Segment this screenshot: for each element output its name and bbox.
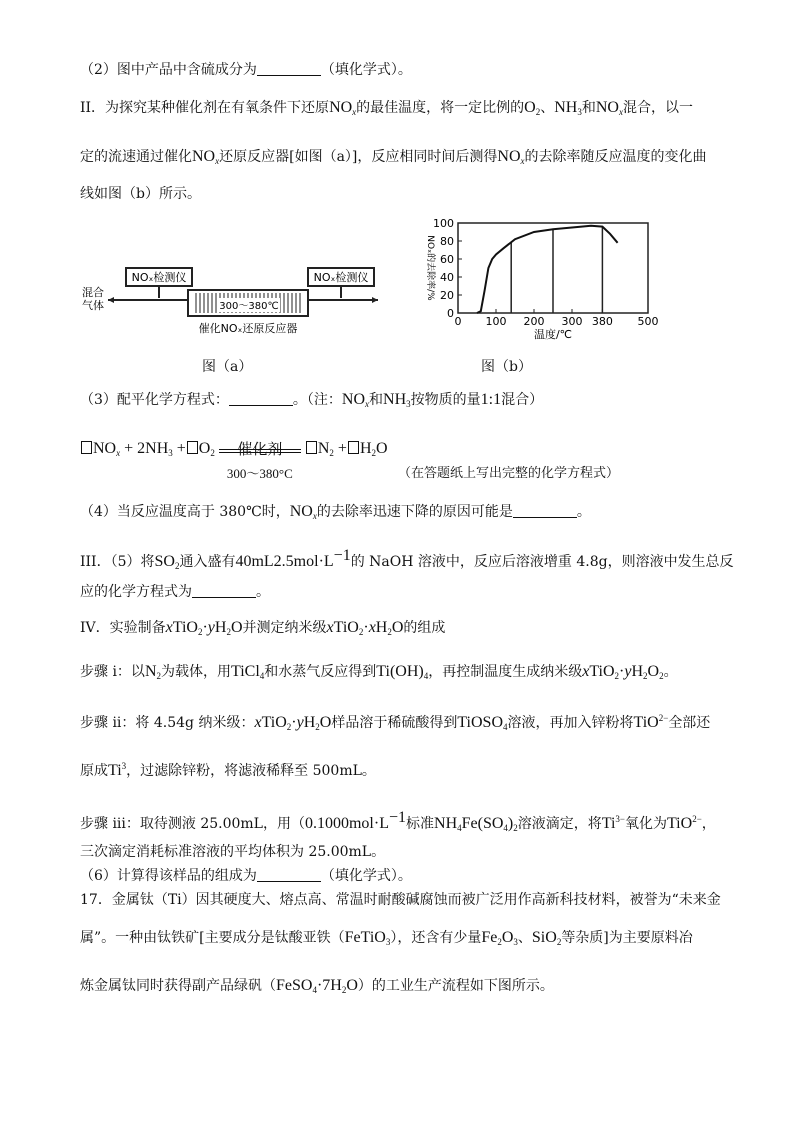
- partIII-line2: 应的化学方程式为 。: [80, 584, 270, 600]
- q17-line3: 炼金属钛同时获得副产品绿矾$(FeSO_4\cdot 7H_2O)$的工业生产流程如下图所示。: [80, 977, 554, 995]
- step1-line: 步骤 i：以$N_2$为载体，用TiCl$_4$和水蒸气反应得到$Ti(OH)_4$，再控制温度生成纳米级$xTiO_2\cdot yH_2O_2$。: [80, 663, 678, 681]
- q17-line2: 属”。一种由钛铁矿[主要成分是钛酸亚铁（FeTiO$_3$），还含有少量$Fe_2O_3$、SiO$_2$等杂质]为主要原料冶: [80, 929, 693, 947]
- x-tick-label: 500: [637, 315, 659, 328]
- nox-detector-left-label: NOₓ检测仪: [131, 271, 187, 284]
- formula-nox: $NO_x$: [329, 99, 357, 117]
- x-axis-label: 温度/℃: [533, 328, 573, 340]
- x-tick-label: 380: [591, 315, 613, 328]
- q4-line: （4）当反应温度高于 380℃时，$NO_x$的去除率迅速下降的原因可能是 。: [80, 503, 591, 521]
- formula-nh3: $NH_3$: [554, 99, 582, 117]
- step2-line2: 原成Ti$^3$，过滤除锌粉，将滤液稀释至 500mL。: [80, 761, 376, 779]
- y-tick-label: 60: [440, 253, 454, 266]
- reaction-condition: 催化剂 300～380°C: [219, 429, 301, 469]
- figure-a-caption: 图（a）: [202, 359, 253, 375]
- removal-rate-curve: [477, 226, 618, 313]
- formula-o2: $O_2$: [524, 99, 541, 117]
- svg-text:气体: 气体: [82, 299, 104, 312]
- q2-line: （2）图中产品中含硫成分为 （填化学式）。: [80, 62, 412, 78]
- x-tick-label: 300: [561, 315, 583, 328]
- partIV-line: IV．实验制备$xTiO_2\cdot yH_2O$并测定纳米级$xTiO_2\cdot xH_2O$的组成: [80, 619, 446, 637]
- reactor-temp-label: 300～380℃: [219, 301, 279, 312]
- y-tick-label: 40: [440, 271, 454, 284]
- y-tick-label: 0: [447, 307, 454, 320]
- coef-box: [81, 441, 92, 454]
- partII-line1: II．为探究某种催化剂在有氧条件下还原$NO_x$的最佳温度，将一定比例的$O_2$、$NH_3$和$NO_x$混合，以一: [80, 99, 693, 117]
- answer-blank: [257, 869, 321, 882]
- partIII-line1: III．（5）将$SO_2$通入盛有$40mL2.5mol\cdot L^{-1}$的 NaOH 溶液中，反应后溶液增重 4.8g，则溶液中发生总反: [80, 547, 734, 571]
- figure-b-caption: 图（b）: [481, 359, 532, 375]
- y-tick-label: 20: [440, 289, 454, 302]
- equation: $NO_x + 2NH_3 + O_2$ 催化剂 300～380°C $N_2 + H_2O$: [80, 428, 388, 470]
- q3-line: （3）配平化学方程式： 。（注：$NO_x$和$NH_3$按物质的量1:1混合）: [80, 391, 544, 409]
- inlet-label: 混合: [82, 286, 104, 299]
- coef-box: [187, 441, 198, 454]
- formula-nox: $NO_x$: [595, 99, 623, 117]
- answer-blank: [513, 505, 577, 518]
- figure-a-reactor-diagram: [78, 260, 408, 340]
- y-tick-label: 100: [433, 217, 454, 230]
- reactor-label: 催化NOₓ还原反应器: [198, 322, 298, 335]
- step2-line1: 步骤 ii：将 4.54g 纳米级：$xTiO_2\cdot yH_2O$样品溶于稀硫酸得到TiOSO$_4$溶液，再加入锌粉将TiO$^{2-}$全部还: [80, 713, 711, 732]
- step3-line2: 三次滴定消耗标准溶液的平均体积为 25.00mL。: [80, 844, 386, 860]
- equation-note: （在答题纸上写出完整的化学方程式）: [398, 466, 620, 481]
- answer-blank: [257, 63, 321, 76]
- answer-blank: [192, 585, 256, 598]
- x-tick-label: 100: [485, 315, 507, 328]
- coef-box: [306, 441, 317, 454]
- q6-line: （6）计算得该样品的组成为 （填化学式）。: [80, 868, 412, 884]
- figure-b-chart: [410, 215, 670, 340]
- x-tick-label: 200: [523, 315, 545, 328]
- partII-line3: 线如图（b）所示。: [80, 186, 201, 202]
- x-tick-label: 0: [454, 315, 462, 328]
- nox-detector-right-label: NOₓ检测仪: [313, 271, 369, 284]
- formula-nox: $NO_x$: [497, 148, 525, 166]
- y-axis-label: NOₓ的去除率/%: [425, 235, 435, 301]
- q17-line1: 17．金属钛（Ti）因其硬度大、熔点高、常温时耐酸碱腐蚀而被广泛用作高新科技材料，被誉为“未来金: [80, 892, 721, 908]
- step3-line1: 步骤 iii：取待测液 25.00mL，用（$0.1000mol\cdot L^{-1}$标准$NH_4Fe(SO_4)_2$溶液滴定，将$Ti^{3-}$氧化为TiO$^{2-}$，: [80, 809, 716, 833]
- answer-blank: [229, 393, 293, 406]
- partII-line2: 定的流速通过催化$NO_x$还原反应器[如图（a）]，反应相同时间后测得$NO_x$的去除率随反应温度的变化曲: [80, 148, 707, 166]
- formula-nox: $NO_x$: [192, 148, 220, 166]
- coef-box: [348, 441, 359, 454]
- y-tick-label: 80: [440, 235, 454, 248]
